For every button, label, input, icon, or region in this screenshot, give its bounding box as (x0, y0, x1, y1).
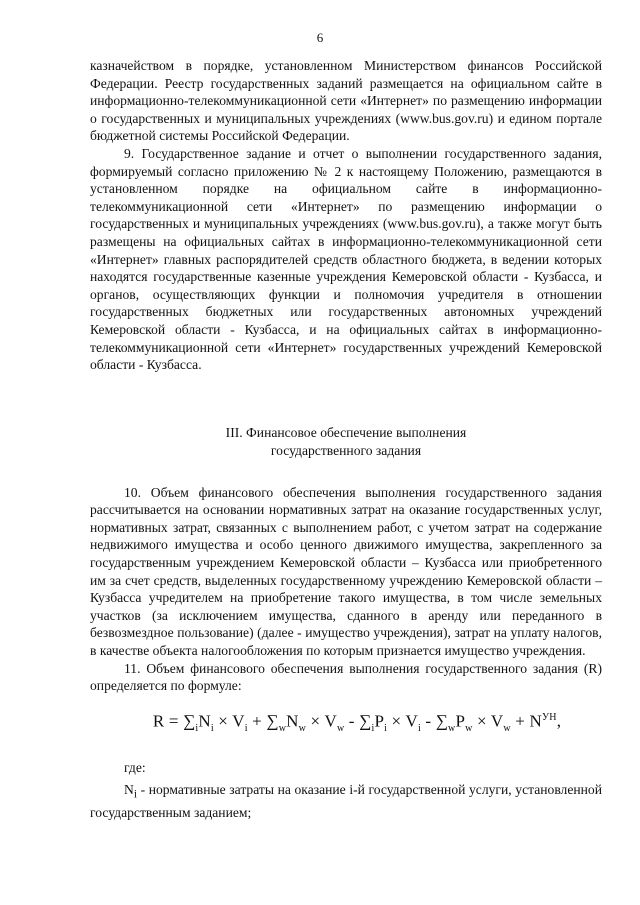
formula-plus-2: + (510, 711, 530, 731)
definition-text: - нормативные затраты на оказание i-й государственной услуги, установленной государственным заданием; (90, 782, 602, 821)
section-heading (90, 424, 602, 460)
formula-sum-1: ∑ (183, 711, 196, 731)
formula-times-1: × (213, 711, 233, 731)
formula-n-1: N (198, 711, 211, 731)
formula-sub-w-3: w (336, 722, 345, 734)
formula-sum-4: ∑ (435, 711, 449, 731)
paragraph-11: 11. Объем финансового обеспечения выполнения государственного задания (R) определяется по формуле: (90, 660, 602, 694)
definition-symbol-sub: i (133, 788, 137, 801)
formula-n-2: N (286, 711, 299, 731)
paragraph-10: 10. Объем финансового обеспечения выполнения государственного задания рассчитывается на основании нормативных затрат на оказание государственных услуг, нормативных затрат, связанных с выполнением работ, с учетом затрат на содержание недвижимого имущества и особо ценного движимого имущества, закрепленного за государственным учреждением Кемеровской области – Кузбасса или приобретенного им за счет средств, выделенных государственному учреждению Кемеровской области – Кузбасса учредителем на приобретение такого имущества, в том числе земельных участков (за исключением имущества, сданного в аренду или переданного в безвозмездное пользование) (далее - имущество учреждения), затрат на уплату налогов, в качестве объекта налогообложения по которым признается имущество учреждения. (90, 484, 602, 659)
formula-p-1: P (374, 711, 385, 731)
formula-sub-i-2: i (210, 722, 214, 734)
formula-comma: , (556, 711, 562, 731)
formula-sub-w-5: w (465, 722, 473, 734)
formula-v-2: V (324, 711, 337, 731)
formula-sub-w-6: w (503, 722, 511, 734)
formula-minus-1: - (344, 711, 360, 731)
formula-sup-yh: УН (542, 711, 557, 723)
section-heading-line-2: государственного задания (270, 442, 422, 458)
formula-sub-w-4: w (448, 722, 456, 734)
formula-sub-w-2: w (298, 722, 307, 734)
paragraph-8-continuation: казначейством в порядке, установленном Министерством финансов Российской Федерации. Реестр государственных заданий размещается на официальном сайте в информационно-телекоммуникационной сети «Интернет» по размещению информации о государственных и муниципальных учреждениях (www.bus.gov.ru) и едином портале бюджетной системы Российской Федерации. (90, 58, 602, 144)
formula-minus-2: - (420, 711, 436, 731)
paragraph-9: 9. Государственное задание и отчет о выполнении государственного задания, формируемый согласно приложению № 2 к настоящему Положению, размещаются в установленном порядке на официальном сайте в информационно-телекоммуникационной сети «Интернет» по размещению информации о государственных и муниципальных учреждениях (www.bus.gov.ru), а также могут быть размещены на официальных сайтах в информационно-телекоммуникационной сети «Интернет» главных распорядителей средств областного бюджета, в ведении которых находятся государственные казенные учреждения Кемеровской области - Кузбасса, и органов, осуществляющих функции и полномочия учредителя в отношении государственных бюджетных или государственных автономных учреждений Кемеровской области - Кузбасса, и на официальных сайтах в информационно-телекоммуникационной сети «Интернет» государственных учреждений Кемеровской области - Кузбасса. (90, 145, 602, 373)
formula-sub-i-6: i (417, 722, 421, 734)
formula-v-3: V (405, 711, 418, 731)
formula-sum-3: ∑ (359, 711, 372, 731)
definition-n-i (90, 781, 602, 822)
formula-p-2: P (455, 711, 466, 731)
formula-sum-2: ∑ (266, 711, 279, 731)
formula (112, 709, 602, 738)
formula-sub-w-1: w (278, 722, 287, 734)
formula-times-2: × (306, 711, 325, 731)
formula-v-1: V (232, 711, 245, 731)
where-label: где: (124, 760, 146, 776)
document-body (90, 57, 602, 822)
formula-sub-i-5: i (384, 722, 388, 734)
formula-plus-1: + (247, 711, 267, 731)
formula-r: R (152, 711, 165, 731)
formula-v-4: V (490, 711, 504, 731)
formula-times-3: × (387, 711, 406, 731)
definition-symbol: N (124, 782, 134, 798)
formula-sub-i-4: i (371, 722, 375, 734)
formula-equals: = (164, 711, 184, 731)
formula-sub-i-1: i (195, 722, 199, 734)
formula-times-4: × (472, 711, 491, 731)
formula-n-3: N (529, 711, 542, 731)
section-heading-line-1: III. Финансовое обеспечение выполнения (225, 424, 467, 440)
formula-sub-i-3: i (244, 722, 248, 734)
page-number: 6 (316, 30, 324, 45)
